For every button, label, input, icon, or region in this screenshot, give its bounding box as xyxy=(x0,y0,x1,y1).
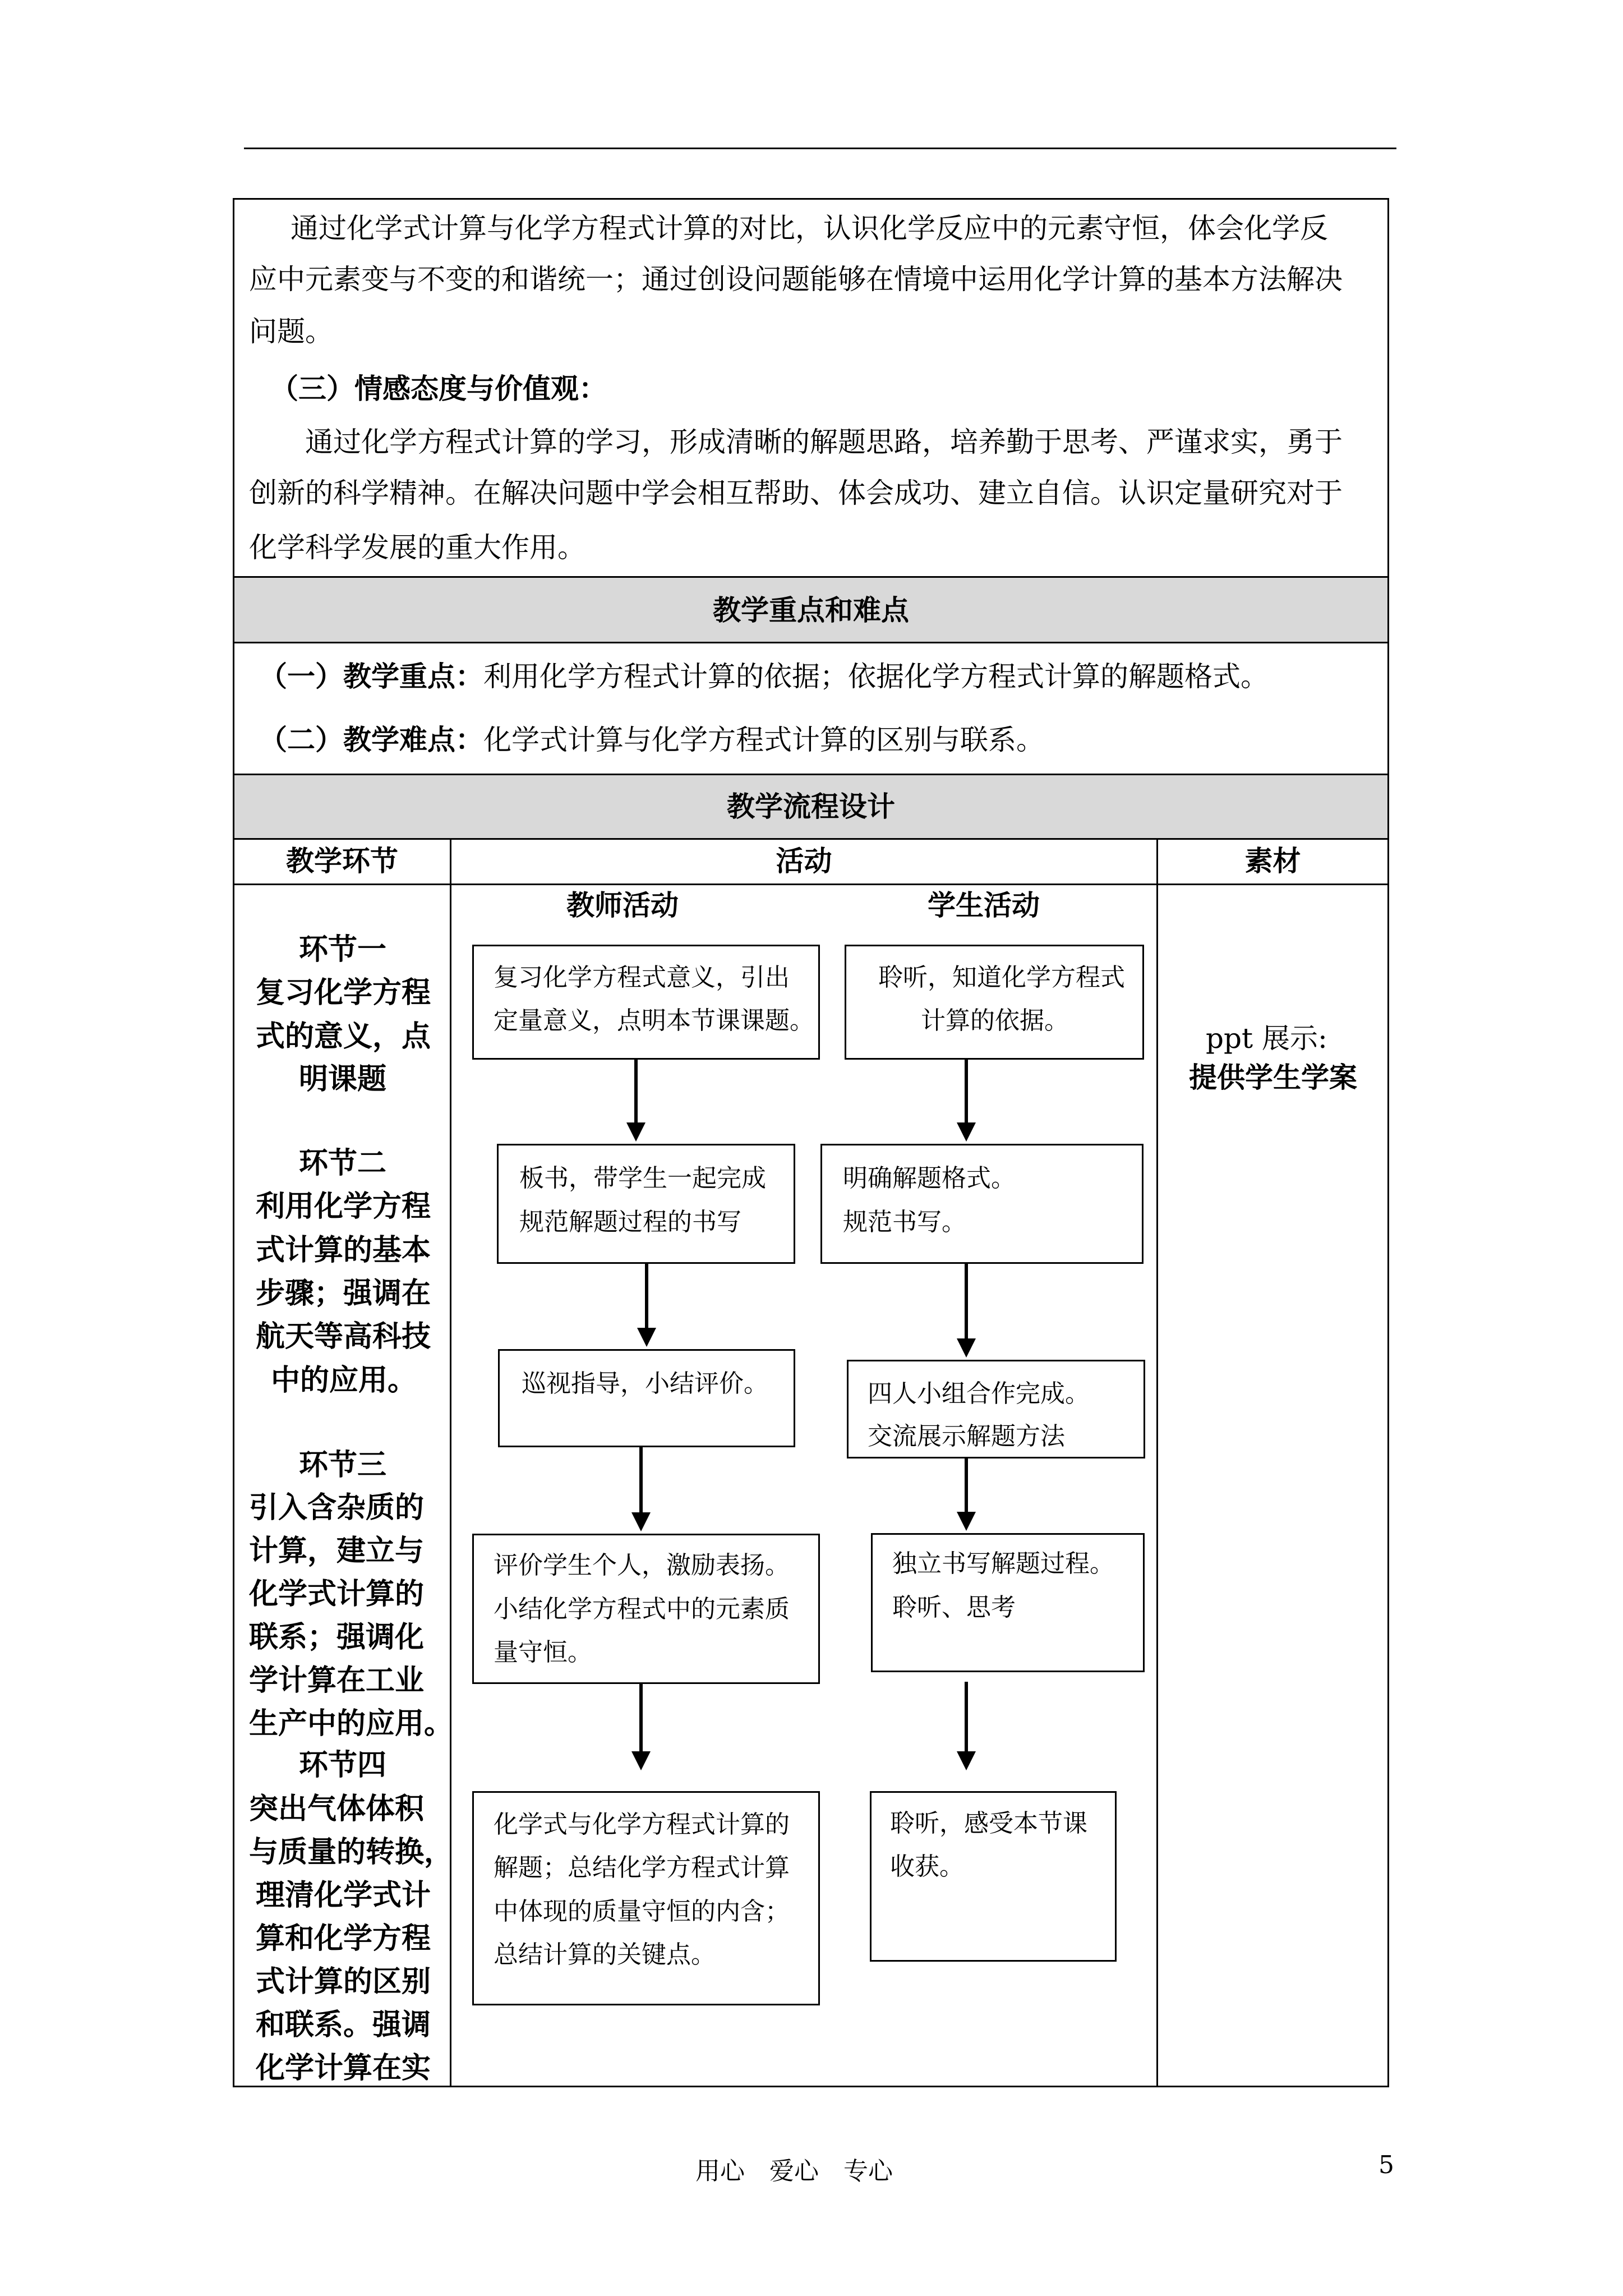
teacher-box-line: 规范解题过程的书写 xyxy=(519,1208,741,1236)
stage-line: 联系；强调化 xyxy=(249,1620,425,1654)
stage-line: 式计算的基本 xyxy=(256,1233,431,1267)
stage-line: 明课题 xyxy=(299,1062,387,1096)
flow-arrow xyxy=(634,1060,638,1139)
teacher-box-line: 复习化学方程式意义，引出 xyxy=(494,963,790,992)
footer-motto: 用心 爱心 专心 xyxy=(695,2157,893,2185)
teacher-box xyxy=(497,1144,795,1264)
teacher-box-line: 板书，带学生一起完成 xyxy=(519,1164,766,1193)
objective-line: 通过化学式计算与化学方程式计算的对比，认识化学反应中的元素守恒，体会化学反 xyxy=(291,212,1328,245)
stage-line: 中的应用。 xyxy=(271,1363,417,1397)
teacher-box xyxy=(498,1349,795,1447)
teacher-box-line: 中体现的质量守恒的内含； xyxy=(494,1897,790,1926)
flow-arrow xyxy=(639,1447,643,1529)
stage-line: 式计算的区别 xyxy=(256,1964,431,1999)
student-box-line: 聆听、思考 xyxy=(892,1593,1016,1622)
table-rule xyxy=(233,642,1389,643)
objective-line: 通过化学方程式计算的学习，形成清晰的解题思路，培养勤于思考、严谨求实，勇于 xyxy=(305,426,1343,458)
focus-row xyxy=(259,662,1269,691)
stage-line: 环节二 xyxy=(299,1146,387,1180)
attitude-heading: （三）情感态度与价值观： xyxy=(270,372,607,405)
flow-arrow xyxy=(639,1684,643,1768)
stage-line: 理清化学式计 xyxy=(256,1878,431,1912)
stage-line: 式的意义，点 xyxy=(256,1019,431,1053)
stage-line: 学计算在工业 xyxy=(249,1663,425,1697)
teacher-box-line: 总结计算的关键点。 xyxy=(494,1940,716,1969)
stage-line: 利用化学方程 xyxy=(256,1189,431,1223)
stage-line: 环节三 xyxy=(299,1448,387,1482)
material-handout: 提供学生学案 xyxy=(1189,1061,1357,1094)
student-box-line: 独立书写解题过程。 xyxy=(892,1549,1114,1578)
stage-line: 步骤；强调在 xyxy=(256,1276,431,1310)
flow-arrow xyxy=(965,1682,968,1768)
student-box-line: 聆听，知道化学方程式 xyxy=(878,963,1125,992)
difficulty-text: 化学式计算与化学方程式计算的区别与联系。 xyxy=(483,724,1044,756)
student-box-line: 明确解题格式。 xyxy=(843,1164,1016,1193)
stage-line: 化学计算在实 xyxy=(256,2051,431,2085)
header-rule xyxy=(244,148,1396,149)
col-stage-header: 教学环节 xyxy=(286,844,398,877)
teacher-box-line: 量守恒。 xyxy=(494,1638,592,1667)
student-box-line: 规范书写。 xyxy=(843,1208,966,1236)
difficulty-label: （二）教学难点： xyxy=(259,723,483,756)
teacher-activity-header: 教师活动 xyxy=(566,889,679,922)
teacher-box-line: 小结化学方程式中的元素质 xyxy=(494,1595,790,1623)
table-rule xyxy=(1156,838,1158,2087)
student-box-line: 收获。 xyxy=(890,1852,964,1881)
stage-line: 突出气体体积 xyxy=(249,1792,425,1826)
stage-line: 算和化学方程 xyxy=(256,1921,431,1955)
col-material-header: 素材 xyxy=(1244,844,1301,877)
table-rule xyxy=(233,774,1389,775)
student-box xyxy=(845,945,1144,1060)
student-box-line: 聆听，感受本节课 xyxy=(890,1809,1087,1838)
key-points-header: 教学重点和难点 xyxy=(713,593,909,627)
student-box-line: 交流展示解题方法 xyxy=(868,1422,1065,1451)
stage-line: 引入含杂质的 xyxy=(249,1490,425,1525)
stage-line: 与质量的转换， xyxy=(249,1835,454,1869)
stage-line: 环节四 xyxy=(299,1748,387,1782)
stage-line: 计算，建立与 xyxy=(249,1534,425,1568)
flow-arrow xyxy=(965,1264,968,1355)
page-number: 5 xyxy=(1378,2151,1394,2179)
difficulty-row xyxy=(259,723,1044,756)
col-activity-header: 活动 xyxy=(776,844,832,877)
teacher-box-line: 化学式与化学方程式计算的 xyxy=(494,1810,790,1839)
stage-line: 复习化学方程 xyxy=(256,976,431,1010)
student-box-line: 计算的依据。 xyxy=(921,1006,1069,1035)
student-box xyxy=(820,1144,1144,1264)
objective-line: 应中元素变与不变的和谐统一；通过创设问题能够在情境中运用化学计算的基本方法解决 xyxy=(249,263,1343,296)
focus-text: 利用化学方程式计算的依据；依据化学方程式计算的解题格式。 xyxy=(483,660,1269,693)
objective-line: 问题。 xyxy=(249,315,333,348)
teacher-box-line: 定量意义，点明本节课课题。 xyxy=(494,1006,814,1035)
objective-line: 化学科学发展的重大作用。 xyxy=(249,531,585,564)
stage-line: 生产中的应用。 xyxy=(249,1706,454,1741)
table-rule xyxy=(233,576,1389,578)
table-rule xyxy=(450,838,451,2087)
flow-arrow xyxy=(965,1458,968,1529)
teacher-box-line: 解题；总结化学方程式计算 xyxy=(494,1853,790,1882)
flow-header: 教学流程设计 xyxy=(727,790,895,823)
teacher-box xyxy=(472,945,820,1060)
table-rule xyxy=(233,838,1389,840)
stage-line: 化学式计算的 xyxy=(249,1577,425,1611)
stage-line: 环节一 xyxy=(299,932,387,967)
focus-label: （一）教学重点： xyxy=(259,660,483,693)
stage-line: 航天等高科技 xyxy=(256,1319,431,1354)
table-rule xyxy=(233,884,1389,885)
student-box-line: 四人小组合作完成。 xyxy=(868,1379,1090,1408)
stage-line: 和联系。强调 xyxy=(256,2008,431,2042)
material-ppt: ppt 展示: xyxy=(1206,1022,1327,1055)
teacher-box-line: 评价学生个人，激励表扬。 xyxy=(494,1551,790,1580)
objective-line: 创新的科学精神。在解决问题中学会相互帮助、体会成功、建立自信。认识定量研究对于 xyxy=(249,477,1343,509)
flow-arrow xyxy=(965,1060,968,1139)
teacher-box-line: 巡视指导，小结评价。 xyxy=(522,1369,768,1398)
student-activity-header: 学生活动 xyxy=(928,889,1040,922)
flow-arrow xyxy=(645,1264,648,1345)
